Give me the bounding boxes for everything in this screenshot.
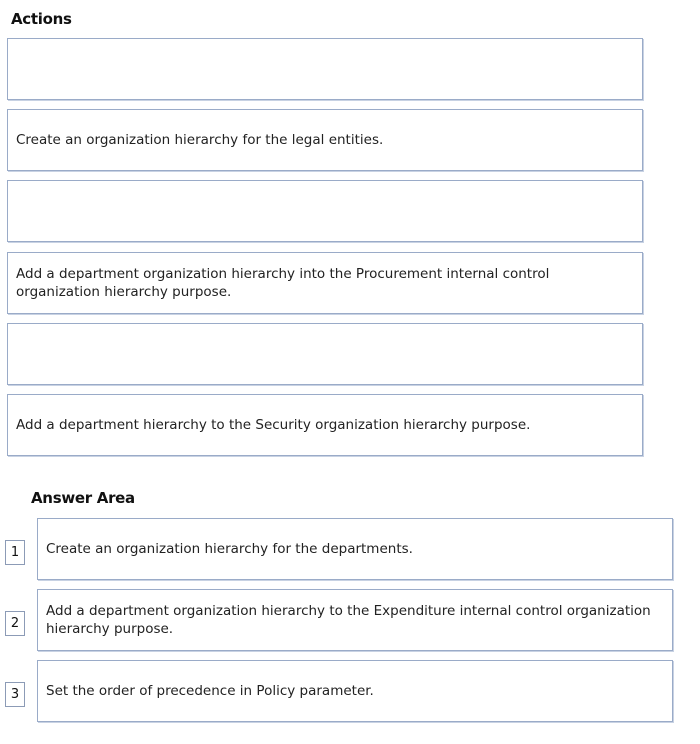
action-slot-empty-2[interactable] [7, 180, 643, 242]
answer-label: Create an organization hierarchy for the departments. [46, 541, 413, 557]
answer-number-badge: 2 [5, 611, 25, 636]
action-label: Create an organization hierarchy for the legal entities. [16, 132, 384, 148]
answer-label: Add a department organization hierarchy to the Expenditure internal control organization hierarchy purpose. [46, 603, 651, 637]
action-label: Add a department hierarchy to the Security organization hierarchy purpose. [16, 417, 531, 433]
answer-number-badge: 1 [5, 540, 25, 565]
action-add-procurement-hierarchy[interactable] [7, 252, 643, 314]
answer-row-2 [5, 589, 675, 649]
action-create-legal-entities-hierarchy[interactable] [7, 109, 643, 171]
action-slot-empty-1[interactable] [7, 38, 643, 100]
action-label: Add a department organization hierarchy into the Procurement internal control organization hierarchy purpose. [16, 266, 550, 300]
answer-label: Set the order of precedence in Policy parameter. [46, 683, 374, 699]
answer-number-badge: 3 [5, 682, 25, 707]
actions-heading: Actions [11, 10, 72, 28]
answer-row-1 [5, 518, 675, 578]
answer-slot-3[interactable] [37, 660, 673, 722]
answer-slot-2[interactable] [37, 589, 673, 651]
action-add-security-hierarchy[interactable] [7, 394, 643, 456]
answer-row-3 [5, 660, 675, 720]
action-slot-empty-3[interactable] [7, 323, 643, 385]
answer-area-heading: Answer Area [31, 489, 135, 507]
answer-slot-1[interactable] [37, 518, 673, 580]
